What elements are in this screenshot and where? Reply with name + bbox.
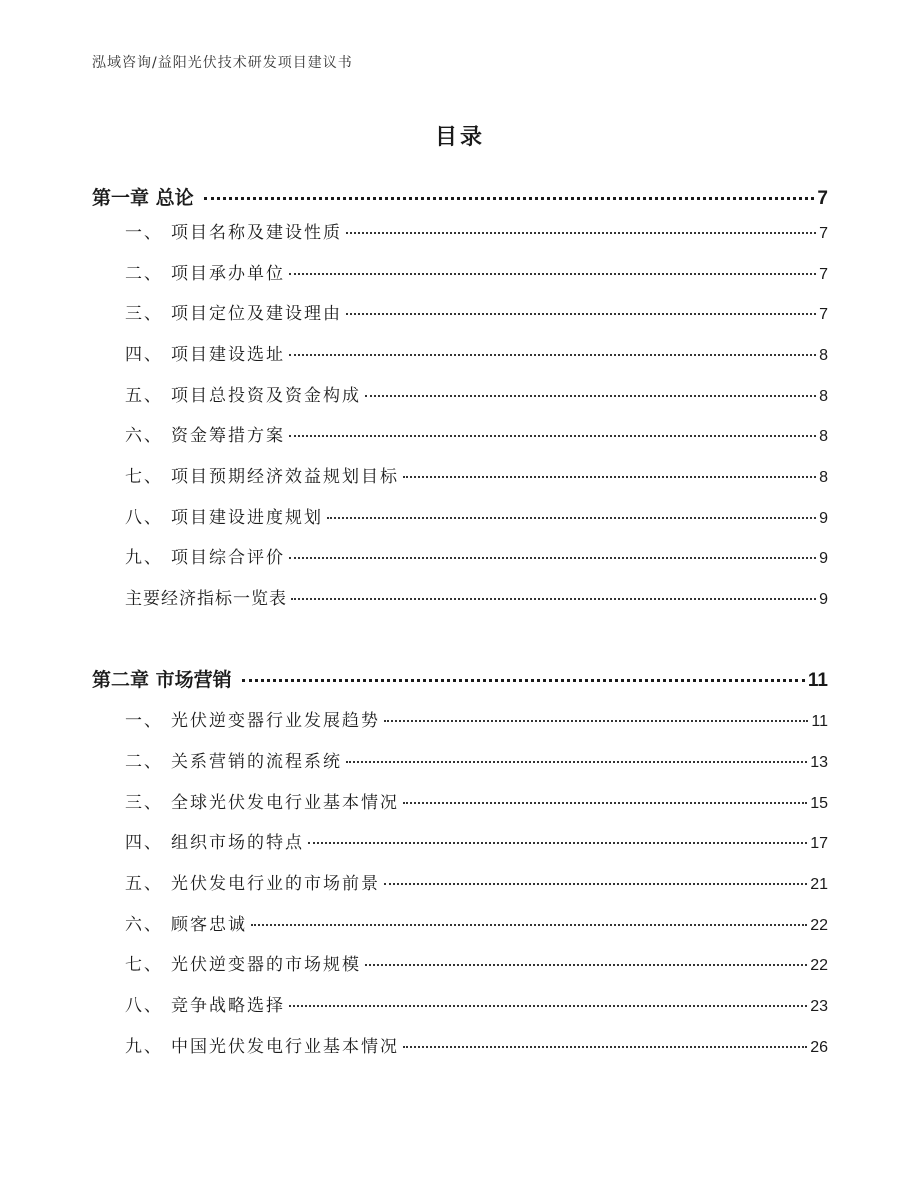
toc-dot-leader xyxy=(289,435,816,437)
toc-entry-number: 七、 xyxy=(125,955,163,975)
toc-entry-label: 光伏逆变器行业发展趋势 xyxy=(171,711,380,731)
toc-page-number: 7 xyxy=(819,225,828,242)
toc-page-number: 8 xyxy=(819,428,828,445)
toc-section-entry[interactable] xyxy=(125,299,828,324)
toc-section-entry[interactable] xyxy=(125,910,828,935)
toc-chapter-entry[interactable] xyxy=(92,183,828,210)
toc-entry-number: 七、 xyxy=(125,467,163,487)
toc-page-number: 22 xyxy=(810,917,828,934)
toc-page-number: 7 xyxy=(819,306,828,323)
toc-dot-leader xyxy=(403,476,816,478)
toc-section-entry[interactable] xyxy=(125,259,828,284)
toc-page-number: 8 xyxy=(819,347,828,364)
toc-entry-number: 五、 xyxy=(125,386,163,406)
toc-page-number: 21 xyxy=(810,876,828,893)
toc-section-entry[interactable] xyxy=(125,747,828,772)
toc-dot-leader xyxy=(327,517,816,519)
toc-section-entry[interactable] xyxy=(125,869,828,894)
toc-dot-leader xyxy=(346,313,816,315)
toc-entry-label: 顾客忠诚 xyxy=(171,915,247,935)
toc-dot-leader xyxy=(308,842,807,844)
toc-page-number: 22 xyxy=(810,957,828,974)
toc-chapter-entry[interactable] xyxy=(92,665,828,692)
toc-entry-label: 光伏逆变器的市场规模 xyxy=(171,955,361,975)
toc-entry-number: 六、 xyxy=(125,426,163,446)
toc-title: 目录 xyxy=(434,125,485,150)
toc-dot-leader xyxy=(289,557,816,559)
toc-dot-leader xyxy=(384,720,808,722)
toc-entry-number: 三、 xyxy=(125,793,163,813)
toc-section-entry[interactable] xyxy=(125,1032,828,1057)
toc-page-number: 11 xyxy=(807,670,828,691)
toc-page-number: 17 xyxy=(810,835,828,852)
toc-dot-leader xyxy=(289,354,816,356)
toc-dot-leader xyxy=(346,761,807,763)
toc-page-number: 7 xyxy=(819,266,828,283)
toc-section-entry[interactable] xyxy=(125,788,828,813)
toc-entry-label: 项目承办单位 xyxy=(171,264,285,284)
toc-dot-leader xyxy=(365,395,816,397)
toc-section-entry[interactable] xyxy=(125,991,828,1016)
toc-dot-leader xyxy=(251,924,807,926)
toc-dot-leader xyxy=(204,197,815,200)
toc-section-entry[interactable] xyxy=(125,543,828,568)
toc-entry-label: 光伏发电行业的市场前景 xyxy=(171,874,380,894)
toc-section-entry[interactable] xyxy=(125,828,828,853)
toc-dot-leader xyxy=(346,232,816,234)
toc-entry-label: 第一章 总论 xyxy=(92,187,194,209)
toc-dot-leader xyxy=(242,679,805,682)
toc-section-entry[interactable] xyxy=(125,421,828,446)
toc-section-entry[interactable] xyxy=(125,503,828,528)
toc-page-number: 9 xyxy=(819,550,828,567)
toc-section-entry[interactable] xyxy=(125,950,828,975)
toc-entry-number: 六、 xyxy=(125,915,163,935)
toc-entry-label: 资金筹措方案 xyxy=(171,426,285,446)
toc-entry-number: 四、 xyxy=(125,833,163,853)
toc-section-entry[interactable] xyxy=(125,584,828,609)
toc-entry-number: 八、 xyxy=(125,508,163,528)
toc-page-number: 8 xyxy=(819,469,828,486)
toc-entry-label: 项目名称及建设性质 xyxy=(171,223,342,243)
toc-entry-number: 三、 xyxy=(125,304,163,324)
toc-entry-label: 项目建设选址 xyxy=(171,345,285,365)
toc-entry-label: 项目预期经济效益规划目标 xyxy=(171,467,399,487)
toc-dot-leader xyxy=(403,802,807,804)
toc-entry-number: 八、 xyxy=(125,996,163,1016)
toc-entry-label: 第二章 市场营销 xyxy=(92,669,232,691)
toc-entry-number: 九、 xyxy=(125,1037,163,1057)
toc-section-entry[interactable] xyxy=(125,381,828,406)
toc-entry-label: 项目定位及建设理由 xyxy=(171,304,342,324)
toc-entry-number: 一、 xyxy=(125,223,163,243)
toc-dot-leader xyxy=(289,273,816,275)
toc-entry-number: 四、 xyxy=(125,345,163,365)
toc-entry-label: 项目建设进度规划 xyxy=(171,508,323,528)
toc-dot-leader xyxy=(289,1005,807,1007)
toc-section-entry[interactable] xyxy=(125,340,828,365)
toc-entry-label: 项目综合评价 xyxy=(171,548,285,568)
toc-entry-label: 全球光伏发电行业基本情况 xyxy=(171,793,399,813)
toc-entry-label: 主要经济指标一览表 xyxy=(125,589,287,609)
toc-entry-number: 五、 xyxy=(125,874,163,894)
toc-entry-label: 关系营销的流程系统 xyxy=(171,752,342,772)
toc-entry-number: 九、 xyxy=(125,548,163,568)
toc-page-number: 11 xyxy=(811,713,828,730)
toc-section-entry[interactable] xyxy=(125,462,828,487)
toc-entry-label: 组织市场的特点 xyxy=(171,833,304,853)
toc-entry-number: 一、 xyxy=(125,711,163,731)
toc-section-entry[interactable] xyxy=(125,218,828,243)
toc-page-number: 23 xyxy=(810,998,828,1015)
toc-dot-leader xyxy=(384,883,807,885)
toc-dot-leader xyxy=(403,1046,807,1048)
toc-section-entry[interactable] xyxy=(125,706,828,731)
toc-dot-leader xyxy=(291,598,816,600)
toc-entry-label: 项目总投资及资金构成 xyxy=(171,386,361,406)
toc-entry-label: 中国光伏发电行业基本情况 xyxy=(171,1037,399,1057)
toc-entry-number: 二、 xyxy=(125,752,163,772)
toc-page-number: 13 xyxy=(810,754,828,771)
document-header: 泓域咨询/益阳光伏技术研发项目建议书 xyxy=(92,55,353,71)
toc-page-number: 8 xyxy=(819,388,828,405)
toc-page-number: 9 xyxy=(819,591,828,608)
toc-dot-leader xyxy=(365,964,807,966)
toc-page-number: 26 xyxy=(810,1039,828,1056)
toc-page-number: 9 xyxy=(819,510,828,527)
toc-entry-label: 竞争战略选择 xyxy=(171,996,285,1016)
toc-page-number: 15 xyxy=(810,795,828,812)
toc-entry-number: 二、 xyxy=(125,264,163,284)
toc-page-number: 7 xyxy=(817,188,828,209)
